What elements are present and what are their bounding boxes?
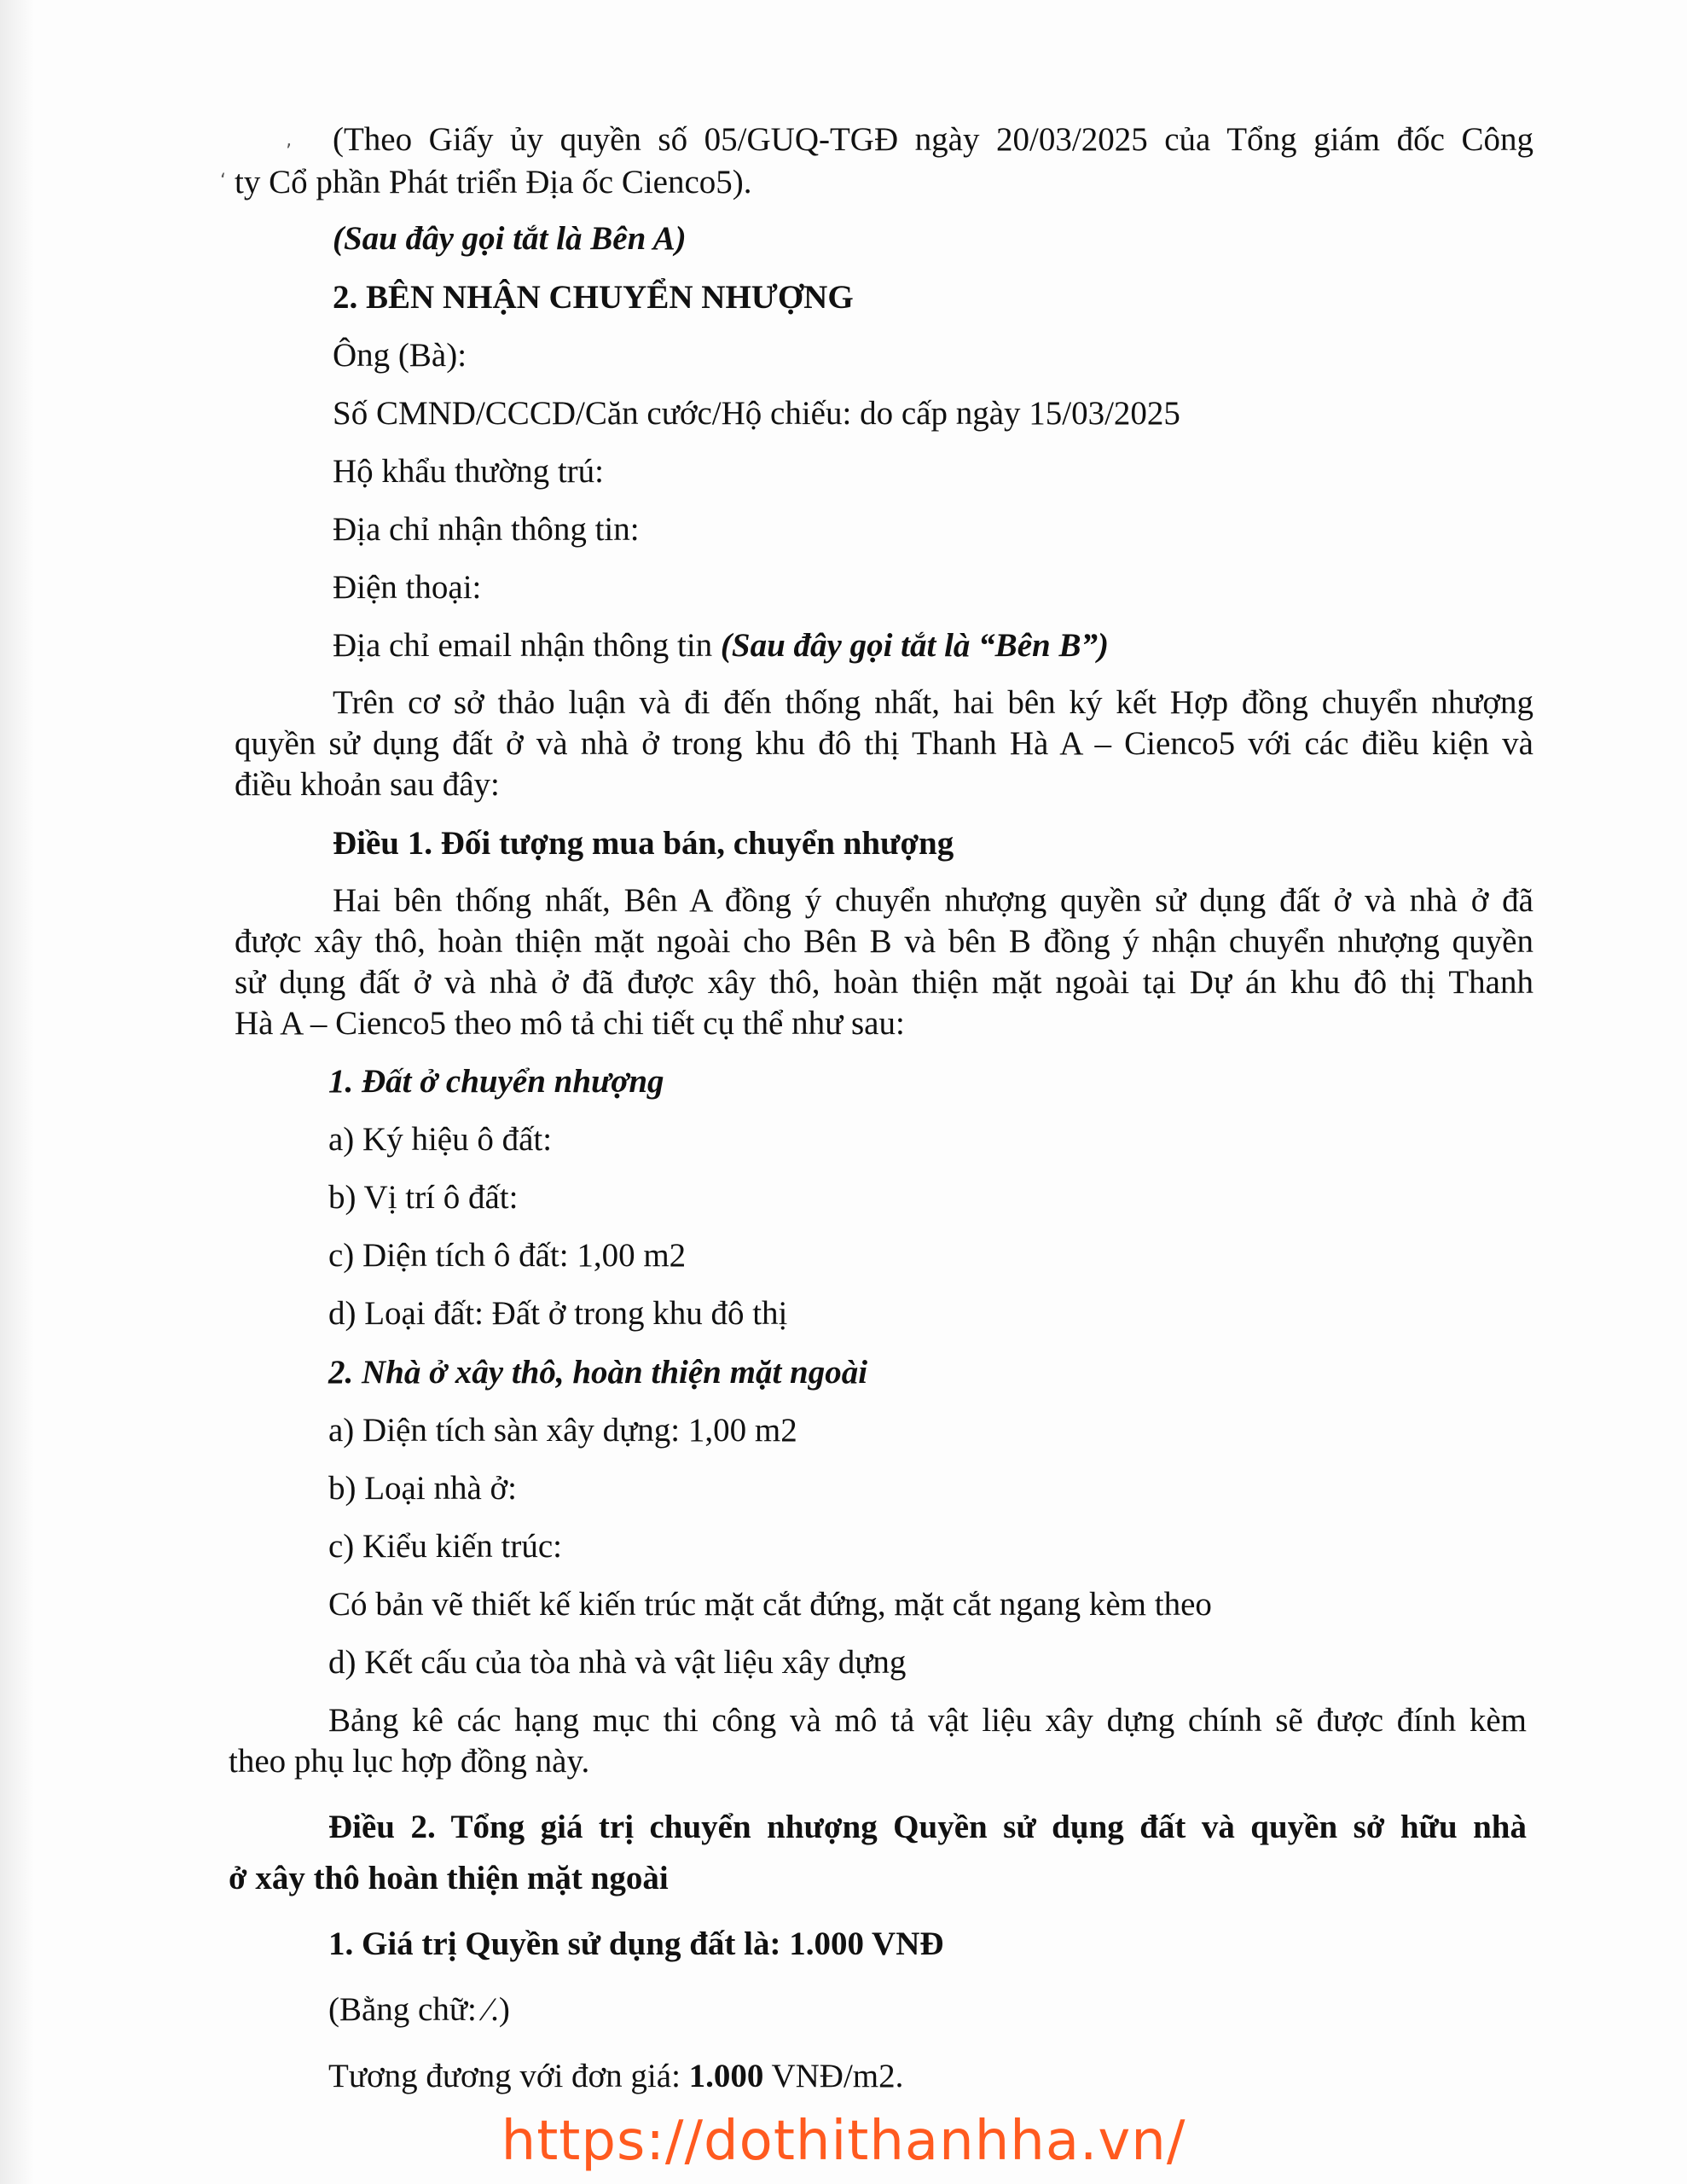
article-1-line-2: được xây thô, hoàn thiện mặt ngoài cho Bên B và bên B đồng ý nhận chuyển nhượng quyền [235,923,1533,960]
article-2-heading-line-2: ở xây thô hoàn thiện mặt ngoài [229,1860,669,1896]
land-value-line: 1. Giá trị Quyền sử dụng đất là: 1.000 VNĐ [328,1926,944,1962]
amount-in-words-line: (Bằng chữ: ⁄.) [328,1991,510,2028]
floor-area-field: a) Diện tích sàn xây dựng: 1,00 m2 [328,1412,797,1449]
preamble-line-2: quyền sử dụng đất ở và nhà ở trong khu đô thị Thanh Hà A – Cienco5 với các điều kiện và [235,725,1533,762]
party-b-address-field: Địa chỉ nhận thông tin: [333,511,640,548]
preamble-line-3: điều khoản sau đây: [235,766,500,803]
party-b-name-field: Ông (Bà): [333,337,467,374]
email-label: Địa chỉ email nhận thông tin [333,627,721,664]
unit-price-unit: VNĐ/m2. [763,2058,904,2094]
article-2-heading-line-1: Điều 2. Tổng giá trị chuyển nhượng Quyền sử dụng đất và quyền sở hữu nhà [328,1809,1527,1845]
scan-edge [0,0,34,2184]
party-b-id-field: Số CMND/CCCD/Căn cước/Hộ chiếu: do cấp ngày 15/03/2025 [333,395,1180,432]
section-land-heading: 1. Đất ở chuyển nhượng [328,1063,664,1100]
party-b-heading: 2. BÊN NHẬN CHUYỂN NHƯỢNG [333,279,854,316]
authorization-line-2: ty Cổ phần Phát triển Địa ốc Cienco5). [235,164,752,200]
article-1-line-4: Hà A – Cienco5 theo mô tả chi tiết cụ thể như sau: [235,1005,905,1042]
party-b-phone-field: Điện thoại: [333,569,482,606]
party-a-alias: (Sau đây gọi tắt là Bên A) [333,220,687,257]
authorization-line-1: (Theo Giấy ủy quyền số 05/GUQ-TGĐ ngày 20/03/2025 của Tổng giám đốc Công [333,121,1533,158]
unit-price-label: Tương đương với đơn giá: [328,2058,689,2094]
land-type-field: d) Loại đất: Đất ở trong khu đô thị [328,1295,788,1332]
party-b-email-field [333,625,1109,666]
land-position-field: b) Vị trí ô đất: [328,1179,519,1216]
drawings-note: Có bản vẽ thiết kế kiến trúc mặt cắt đứng, mặt cắt ngang kèm theo [328,1586,1212,1623]
land-symbol-field: a) Ký hiệu ô đất: [328,1121,553,1158]
land-area-field: c) Diện tích ô đất: 1,00 m2 [328,1237,687,1274]
section-house-heading: 2. Nhà ở xây thô, hoàn thiện mặt ngoài [328,1354,868,1391]
architecture-style-field: c) Kiểu kiến trúc: [328,1528,562,1565]
website-watermark: https://dothithanhha.vn/ [501,2110,1186,2173]
article-1-line-3: sử dụng đất ở và nhà ở đã được xây thô, hoàn thiện mặt ngoài tại Dự án khu đô thị Thanh [235,964,1533,1001]
article-1-heading: Điều 1. Đối tượng mua bán, chuyển nhượng [333,825,954,862]
preamble-line-1: Trên cơ sở thảo luận và đi đến thống nhất, hai bên ký kết Hợp đồng chuyển nhượng [333,684,1533,721]
party-b-residence-field: Hộ khẩu thường trú: [333,453,604,490]
article-1-line-1: Hai bên thống nhất, Bên A đồng ý chuyển nhượng quyền sử dụng đất ở và nhà ở đã [333,882,1533,919]
unit-price-value: 1.000 [688,2058,764,2094]
appendix-note-line-1: Bảng kê các hạng mục thi công và mô tả vật liệu xây dựng chính sẽ được đính kèm [328,1702,1527,1739]
house-type-field: b) Loại nhà ở: [328,1470,517,1507]
scan-speck: ‚ [286,130,292,151]
unit-price-line [328,2056,903,2097]
party-b-alias: (Sau đây gọi tắt là “Bên B”) [720,627,1109,664]
scan-speck: ‘ [220,171,226,192]
structure-materials-field: d) Kết cấu của tòa nhà và vật liệu xây dựng [328,1644,907,1681]
appendix-note-line-2: theo phụ lục hợp đồng này. [229,1743,590,1780]
